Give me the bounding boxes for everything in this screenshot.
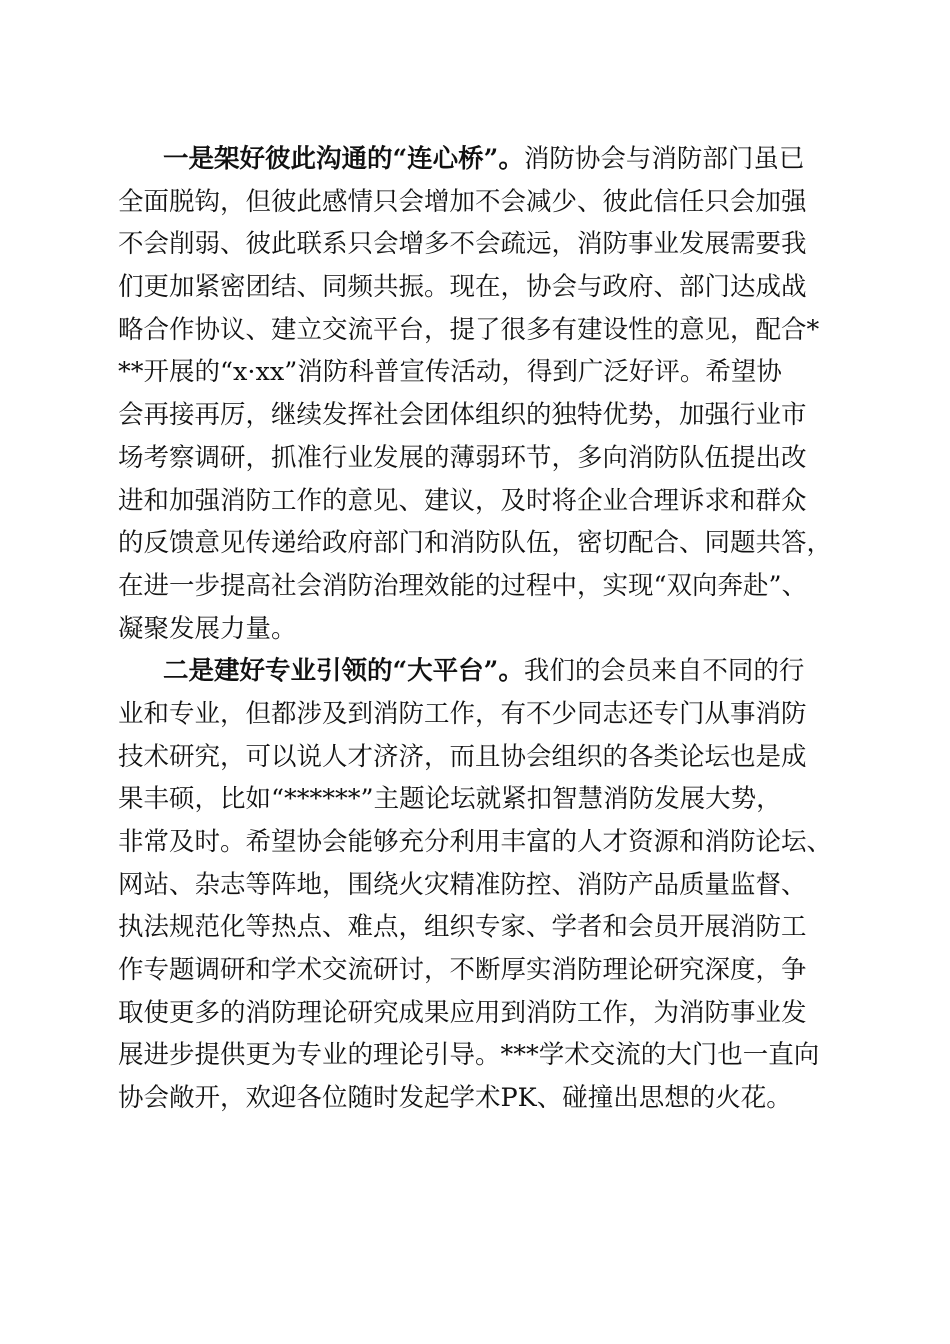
paragraph-1-line-8: 场考察调研，抓准行业发展的薄弱环节，多向消防队伍提出改 [118, 442, 807, 473]
paragraph-1-line-5: 略合作协议、建立交流平台，提了很多有建设性的意见，配合* [118, 314, 820, 345]
paragraph-1-line-4: 们更加紧密团结、同频共振。现在，协会与政府、部门达成战 [118, 272, 807, 303]
paragraph-2-text: 我们的会员来自不同的行 [523, 656, 805, 687]
paragraph-2-line-9: 取使更多的消防理论研究成果应用到消防工作，为消防事业发 [118, 997, 807, 1028]
paragraph-2-line-6: 网站、杂志等阵地，围绕火灾精准防控、消防产品质量监督、 [118, 869, 807, 900]
paragraph-1-line-7: 会再接再厉，继续发挥社会团体组织的独特优势，加强行业市 [118, 400, 807, 431]
paragraph-2-line-2: 业和专业，但都涉及到消防工作，有不少同志还专门从事消防 [118, 698, 807, 729]
paragraph-1-lead: 一是架好彼此沟通的“连心桥”。 [163, 144, 524, 174]
paragraph-1-line-9: 进和加强消防工作的意见、建议，及时将企业合理诉求和群众 [118, 485, 807, 516]
document-body [118, 138, 838, 1120]
paragraph-1-line-1 [118, 138, 838, 181]
paragraph-1-line-12: 凝聚发展力量。 [118, 613, 297, 644]
paragraph-2-line-10: 展进步提供更为专业的理论引导。***学术交流的大门也一直向 [118, 1040, 820, 1071]
paragraph-1-line-10: 的反馈意见传递给政府部门和消防队伍，密切配合、同题共答， [118, 528, 833, 559]
paragraph-1-line-3: 不会削弱、彼此联系只会增多不会疏远，消防事业发展需要我 [118, 229, 807, 260]
paragraph-2-line-7: 执法规范化等热点、难点，组织专家、学者和会员开展消防工 [118, 912, 807, 943]
paragraph-1-line-2: 全面脱钩，但彼此感情只会增加不会减少、彼此信任只会加强 [118, 186, 807, 217]
paragraph-2-line-1 [118, 650, 838, 693]
paragraph-1-line-11: 在进一步提高社会消防治理效能的过程中，实现“双向奔赴”、 [118, 570, 808, 601]
paragraph-1-line-6: **开展的“x·xx”消防科普宣传活动，得到广泛好评。希望协 [118, 357, 782, 388]
paragraph-2-line-4: 果丰硕，比如“******”主题论坛就紧扣智慧消防发展大势， [118, 784, 782, 815]
paragraph-1-text: 消防协会与消防部门虽已 [523, 144, 805, 174]
paragraph-2-line-11: 协会敞开，欢迎各位随时发起学术PK、碰撞出思想的火花。 [118, 1083, 792, 1114]
paragraph-2-line-3: 技术研究，可以说人才济济，而且协会组织的各类论坛也是成 [118, 741, 807, 772]
paragraph-2-line-5: 非常及时。希望协会能够充分利用丰富的人才资源和消防论坛、 [118, 827, 833, 857]
paragraph-2-line-8: 作专题调研和学术交流研讨，不断厚实消防理论研究深度，争 [118, 955, 807, 986]
paragraph-2-lead: 二是建好专业引领的“大平台”。 [163, 656, 524, 687]
